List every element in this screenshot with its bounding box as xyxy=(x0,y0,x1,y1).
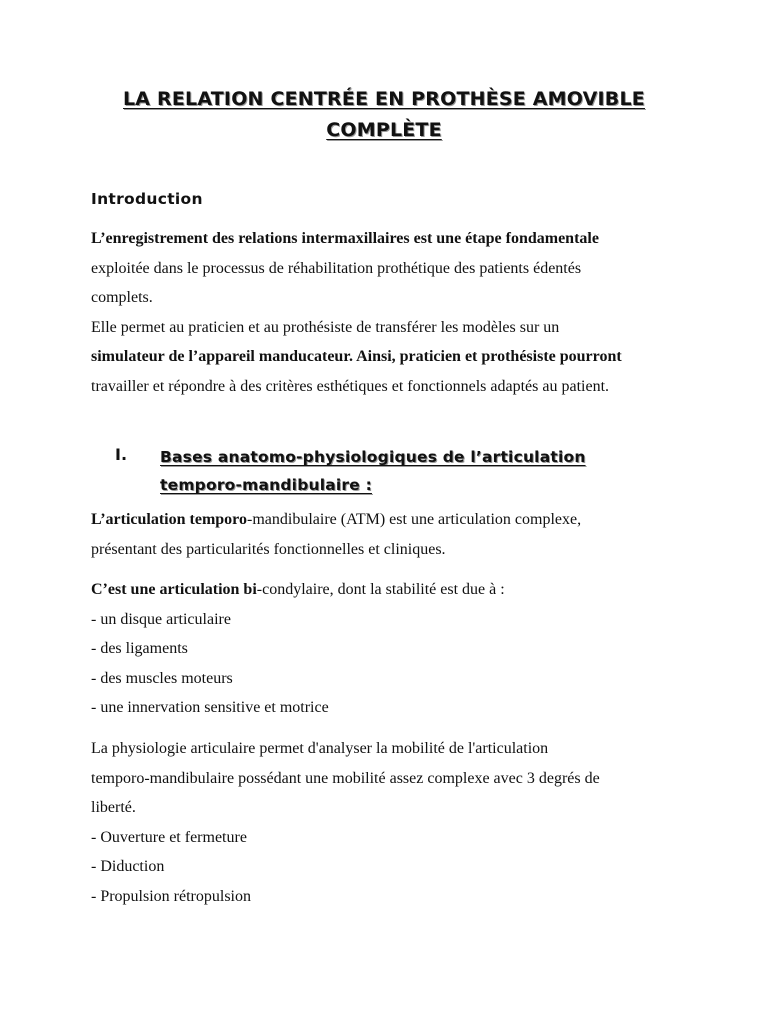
stability-item: - des muscles moteurs xyxy=(91,669,233,687)
physiology-line-1: La physiologie articulaire permet d'analyser la mobilité de l'articulation xyxy=(91,740,549,757)
page-title xyxy=(80,84,688,146)
movement-item: - Diduction xyxy=(91,858,165,875)
introduction-heading: Introduction xyxy=(91,190,203,208)
introduction-paragraph xyxy=(91,224,691,401)
intro-line-5: simulateur de l’appareil manducateur. Ainsi, praticien et prothésiste pourront xyxy=(91,348,622,365)
physiology-line-3: liberté. xyxy=(91,799,136,816)
section-number: I. xyxy=(115,445,128,464)
atm-paragraph xyxy=(91,505,691,564)
title-line-2: COMPLÈTE xyxy=(326,119,442,141)
atm-line-1-rest: -mandibulaire (ATM) est une articulation complexe, xyxy=(247,511,582,528)
section-heading-line-2: temporo-mandibulaire : xyxy=(160,476,372,494)
stability-paragraph xyxy=(91,575,691,723)
section-heading xyxy=(160,443,586,499)
stability-item: - des ligaments xyxy=(91,640,188,657)
atm-line-1-bold: L’articulation temporo xyxy=(91,511,247,528)
intro-line-6: travailler et répondre à des critères esthétiques et fonctionnels adaptés au patient. xyxy=(91,377,610,395)
stability-lead-bold: C’est une articulation bi xyxy=(91,581,257,598)
stability-lead-rest: -condylaire, dont la stabilité est due à : xyxy=(256,581,505,598)
movement-item: - Ouverture et fermeture xyxy=(91,828,247,846)
atm-line-2: présentant des particularités fonctionnelles et cliniques. xyxy=(91,540,446,558)
movement-item: - Propulsion rétropulsion xyxy=(91,887,251,905)
section-heading-line-1: Bases anatomo-physiologiques de l’articulation xyxy=(160,448,586,466)
stability-item: - une innervation sensitive et motrice xyxy=(91,699,329,716)
intro-line-3: complets. xyxy=(91,289,153,306)
intro-line-4: Elle permet au praticien et au prothésiste de transférer les modèles sur un xyxy=(91,318,560,336)
intro-line-2: exploitée dans le processus de réhabilitation prothétique des patients édentés xyxy=(91,259,582,277)
title-line-1: LA RELATION CENTRÉE EN PROTHÈSE AMOVIBLE xyxy=(123,88,645,110)
stability-lead xyxy=(91,575,691,605)
physiology-paragraph xyxy=(91,734,691,911)
intro-line-1: L’enregistrement des relations intermaxillaires est une étape fondamentale xyxy=(91,230,599,247)
atm-line-1 xyxy=(91,505,691,535)
physiology-line-2: temporo-mandibulaire possédant une mobilité assez complexe avec 3 degrés de xyxy=(91,769,600,787)
stability-item: - un disque articulaire xyxy=(91,610,231,628)
